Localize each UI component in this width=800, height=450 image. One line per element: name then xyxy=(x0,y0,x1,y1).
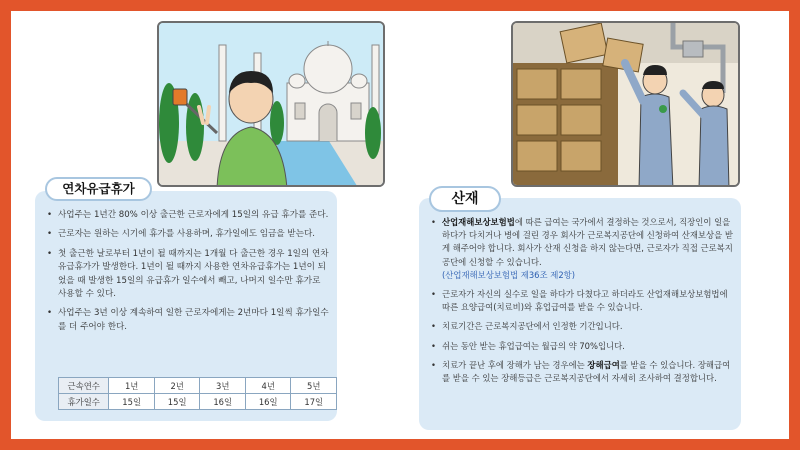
law-reference: (산업재해보상보험법 제36조 제2항) xyxy=(442,269,576,280)
table-cell: 16일 xyxy=(245,394,291,410)
list-item: • 근로자가 자신의 실수로 일을 하다가 다쳤다고 하더라도 산업재해보상보험법에 따른 요양급여(치료비)와 휴업급여를 받을 수 있습니다. xyxy=(431,288,737,314)
list-item: • 사업주는 3년 이상 계속하여 일한 근로자에게는 2년마다 1일씩 휴가일수를 더 주어야 한다. xyxy=(47,307,331,334)
table-cell: 15일 xyxy=(109,394,155,410)
table-cell: 5년 xyxy=(291,378,337,394)
list-item: • 첫 출근한 날로부터 1년이 될 때까지는 1개월 다 출근한 경우 1일의 연차유급휴가가 발생한다. 1년이 될 때까지 사용한 연차유급휴가는 1년이 되었을 때 발생한 15일의 유급휴가 일수에서 빼고, 나머지 일수만 휴가로 사용할 수 있다. xyxy=(47,248,331,302)
list-item-text: 치료가 끝난 후에 장해가 남는 경우에는 xyxy=(442,359,588,370)
table-row xyxy=(59,378,337,394)
list-item-text: 를 받을 수 있습니다. 장해급여를 받을 수 있는 장해등급은 근로복지공단에서 자세히 조사하여 결정합니다. xyxy=(442,359,731,384)
leave-days-table xyxy=(58,377,337,410)
table-cell: 15일 xyxy=(154,394,200,410)
table-cell: 1년 xyxy=(109,378,155,394)
table-cell: 4년 xyxy=(245,378,291,394)
workplace-accident-illustration xyxy=(511,21,740,187)
table-cell: 16일 xyxy=(200,394,246,410)
list-item: • 근로자는 원하는 시기에 휴가를 사용하며, 휴가일에도 임금을 받는다. xyxy=(47,228,331,241)
list-item xyxy=(431,359,737,385)
industrial-accident-panel xyxy=(419,198,741,430)
table-row xyxy=(59,394,337,410)
list-item: • 쉬는 동안 받는 휴업급여는 월급의 약 70%입니다. xyxy=(431,340,737,353)
annual-leave-title: 연차유급휴가 xyxy=(45,177,152,201)
list-item: • 치료기간은 근로복지공단에서 인정한 기간입니다. xyxy=(431,320,737,333)
industrial-accident-title: 산재 xyxy=(429,186,501,212)
list-item: • 사업주는 1년간 80% 이상 출근한 근로자에게 15일의 유급 휴가를 준다. xyxy=(47,209,331,222)
disability-benefit-term: 장해급여 xyxy=(587,359,620,370)
annual-leave-panel xyxy=(35,191,337,421)
table-cell: 3년 xyxy=(200,378,246,394)
table-cell: 2년 xyxy=(154,378,200,394)
list-item xyxy=(431,216,737,282)
table-row-header: 휴가일수 xyxy=(59,394,109,410)
table-cell: 17일 xyxy=(291,394,337,410)
annual-leave-list xyxy=(47,209,331,340)
law-name: 산업재해보상보험법 xyxy=(442,217,515,227)
list-item-text: 에 따른 급여는 국가에서 결정하는 것으로서, 직장인이 일을 하다가 다치거나 병에 걸린 경우 회사가 근로복지공단에 신청하여 산재보상을 받게 해주어야 합니다. 회사가 산재 신청을 하지 않는다면, 근로자가 직접 근로복지공단에 신청할 수 있습니다. xyxy=(442,217,733,267)
taj-mahal-selfie-illustration xyxy=(157,21,385,187)
industrial-accident-list xyxy=(431,216,737,391)
table-row-header: 근속연수 xyxy=(59,378,109,394)
